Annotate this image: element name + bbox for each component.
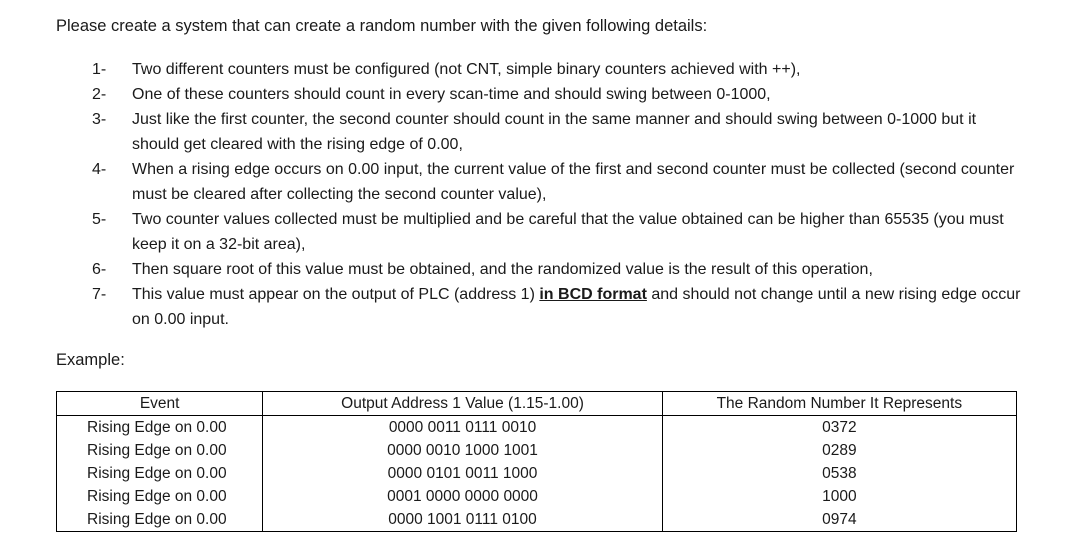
- cell-event: Rising Edge on 0.00: [57, 508, 263, 532]
- step-text: Just like the first counter, the second counter should count in the same manner and should swing between 0-1000 but it should get cleared with the rising edge of 0.00,: [132, 111, 977, 153]
- cell-event: Rising Edge on 0.00: [57, 485, 263, 508]
- table-row: [57, 508, 1017, 532]
- list-item: [92, 282, 1022, 332]
- list-item: [92, 107, 1022, 157]
- cell-output-value: 0000 0011 0111 0010: [263, 416, 662, 440]
- intro-text: Please create a system that can create a random number with the given following details:: [56, 17, 708, 35]
- step-text-before: This value must appear on the output of PLC (address 1): [132, 286, 540, 303]
- step-text: When a rising edge occurs on 0.00 input, the current value of the first and second counter must be collected (second counter must be cleared after collecting the second counter value),: [132, 161, 1015, 203]
- table-row: [57, 462, 1017, 485]
- bcd-format-emphasis: in BCD format: [539, 286, 647, 303]
- cell-event: Rising Edge on 0.00: [57, 462, 263, 485]
- step-number: 3-: [92, 111, 107, 128]
- step-text: One of these counters should count in every scan-time and should swing between 0-1000,: [132, 86, 771, 103]
- requirements-list: [92, 57, 1022, 332]
- cell-output-value: 0000 1001 0111 0100: [263, 508, 662, 532]
- table-row: [57, 439, 1017, 462]
- cell-output-value: 0000 0101 0011 1000: [263, 462, 662, 485]
- step-text: [132, 282, 1022, 332]
- step-text: Two counter values collected must be multiplied and be careful that the value obtained can be higher than 65535 (you must keep it on a 32-bit area),: [132, 211, 1004, 253]
- cell-event: Rising Edge on 0.00: [57, 416, 263, 440]
- step-number: 5-: [92, 211, 107, 228]
- cell-random-number: 0974: [662, 508, 1016, 532]
- list-item: [92, 57, 1022, 82]
- header-event: Event: [57, 392, 263, 416]
- cell-event: Rising Edge on 0.00: [57, 439, 263, 462]
- example-label: Example:: [56, 351, 125, 369]
- step-text: Two different counters must be configured (not CNT, simple binary counters achieved with ++),: [132, 61, 801, 78]
- example-table: [56, 391, 1017, 532]
- step-number: 4-: [92, 161, 107, 178]
- step-number: 1-: [92, 61, 107, 78]
- table-row: [57, 485, 1017, 508]
- cell-random-number: 1000: [662, 485, 1016, 508]
- cell-random-number: 0372: [662, 416, 1016, 440]
- list-item: [92, 207, 1022, 257]
- step-number: 6-: [92, 261, 107, 278]
- header-random-number: The Random Number It Represents: [662, 392, 1016, 416]
- step-number: 7-: [92, 286, 107, 303]
- cell-output-value: 0000 0010 1000 1001: [263, 439, 662, 462]
- header-output-value: Output Address 1 Value (1.15-1.00): [263, 392, 662, 416]
- table-row: [57, 416, 1017, 440]
- list-item: [92, 257, 1022, 282]
- step-number: 2-: [92, 86, 107, 103]
- list-item: [92, 157, 1022, 207]
- cell-random-number: 0538: [662, 462, 1016, 485]
- table-header-row: [57, 392, 1017, 416]
- cell-random-number: 0289: [662, 439, 1016, 462]
- list-item: [92, 82, 1022, 107]
- step-text: Then square root of this value must be obtained, and the randomized value is the result of this operation,: [132, 261, 873, 278]
- cell-output-value: 0001 0000 0000 0000: [263, 485, 662, 508]
- step-text-after: and should not change until a new rising edge occur on 0.00 input.: [132, 286, 1021, 328]
